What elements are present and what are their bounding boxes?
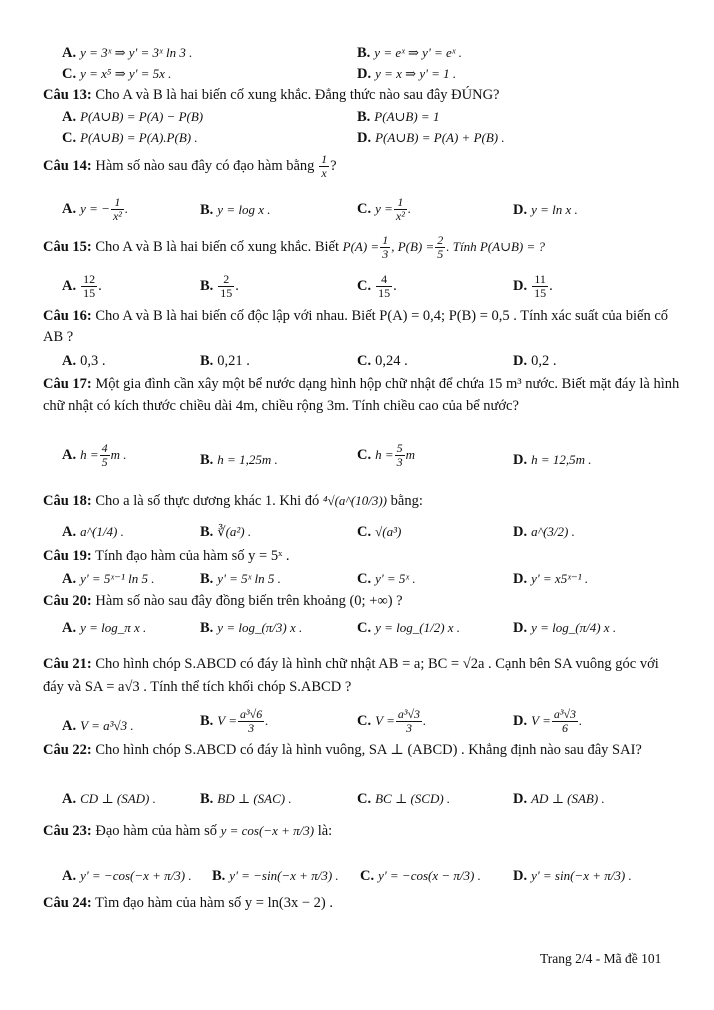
q15-option-d: D. $\frac{11}{15}$ . (513, 272, 553, 300)
question-19: Câu 19: Tính đạo hàm của hàm số y = 5ˣ . (43, 548, 290, 564)
question-15: Câu 15: Cho A và B là hai biến cố xung khắc. Biết P(A) = $\frac{1}{3}$ , P(B) = $\frac{2}{5}$ . Tính P(A∪B) = ? (43, 233, 546, 261)
q12-option-d: D. y = x ⇒ y' = 1 . (357, 66, 457, 82)
q19-option-b: B. y' = 5ˣ ln 5 . (200, 571, 281, 587)
q14-option-a: A. y = − $\frac{1}{\text{x²}}$ . (62, 195, 129, 223)
q19-option-d: D. y' = x5ˣ⁻¹ . (513, 571, 589, 587)
page-footer: Trang 2/4 - Mã đề 101 (540, 951, 662, 966)
q23-option-c: C. y' = −cos(x − π/3) . (360, 868, 481, 884)
q18-option-b: B. ∛(a²) . (200, 524, 252, 540)
question-14: Câu 14: Hàm số nào sau đây có đạo hàm bằng $\frac{1}{x}$ ? (43, 152, 337, 180)
q20-option-d: D. y = log_(π/4) x . (513, 620, 617, 636)
q14-option-c: C. y = $\frac{1}{\text{x²}}$ . (357, 195, 412, 223)
q18-option-a: A. a^(1/4) . (62, 524, 124, 540)
question-24: Câu 24: Tìm đạo hàm của hàm số y = ln(3x − 2) . (43, 895, 333, 911)
q19-option-a: A. y' = 5ˣ⁻¹ ln 5 . (62, 571, 155, 587)
q17-option-d: D. h = 12,5m . (513, 452, 592, 468)
q12-option-a: A. y = 3ˣ ⇒ y' = 3ˣ ln 3 . (62, 45, 193, 61)
q22-option-a: A. CD ⊥ (SAD) . (62, 791, 156, 807)
question-16: Câu 16: Cho A và B là hai biến cố độc lập với nhau. Biết P(A) = 0,4; P(B) = 0,5 . Tính xác suất của biến cố AB ? (43, 308, 669, 345)
q21-option-b: B. V = $\frac{\text{a³√6}}{3}$ . (200, 707, 269, 735)
q12-option-c: C. y = x⁵ ⇒ y' = 5x . (62, 66, 172, 82)
q20-option-b: B. y = log_(π/3) x . (200, 620, 303, 636)
q16-option-b: B. 0,21 . (200, 353, 250, 369)
q12-option-b: B. y = eˣ ⇒ y' = eˣ . (357, 45, 462, 61)
q19-option-c: C. y' = 5ˣ . (357, 571, 416, 587)
q15-option-a: A. $\frac{12}{15}$ . (62, 272, 102, 300)
q13-option-c: C. P(A∪B) = P(A).P(B) . (62, 130, 198, 146)
q16-option-a: A. 0,3 . (62, 353, 106, 369)
question-22: Câu 22: Cho hình chóp S.ABCD có đáy là hình vuông, SA ⊥ (ABCD) . Khẳng định nào sau đây SAI? (43, 742, 642, 758)
question-20: Câu 20: Hàm số nào sau đây đồng biến trên khoảng (0; +∞) ? (43, 593, 403, 609)
q21-option-a: A. V = a³√3 . (62, 718, 134, 734)
q23-option-a: A. y' = −cos(−x + π/3) . (62, 868, 192, 884)
q18-option-d: D. a^(3/2) . (513, 524, 575, 540)
q18-option-c: C. √(a³) (357, 524, 402, 540)
q22-option-c: C. BC ⊥ (SCD) . (357, 791, 451, 807)
q17-option-c: C. h = $\frac{5}{3}$ m (357, 441, 416, 469)
q16-option-d: D. 0,2 . (513, 353, 557, 369)
question-17: Câu 17: Một gia đình cần xây một bể nước dạng hình hộp chữ nhật để chứa 15 m³ nước. Biết mặt đáy là hình chữ nhật có kích thước chiều dài 4m, chiều rộng 3m. Tính chiều cao của bể nước? (43, 376, 680, 414)
question-18: Câu 18: Cho a là số thực dương khác 1. Khi đó ⁴√(a^(10/3)) bằng: (43, 493, 423, 509)
q14-fraction: $\frac{1}{x}$ (321, 152, 328, 180)
q13-option-d: D. P(A∪B) = P(A) + P(B) . (357, 130, 505, 146)
q14-option-d: D. y = ln x . (513, 202, 578, 218)
q17-option-b: B. h = 1,25m . (200, 452, 278, 468)
q22-option-b: B. BD ⊥ (SAC) . (200, 791, 292, 807)
q23-function-expression: y = cos(−x + π/3) (220, 823, 315, 838)
question-13: Câu 13: Cho A và B là hai biến cố xung khắc. Đẳng thức nào sau đây ĐÚNG? (43, 87, 500, 103)
q21-option-c: C. V = $\frac{\text{a³√3}}{3}$ . (357, 707, 427, 735)
q15-option-c: C. $\frac{4}{15}$ . (357, 272, 397, 300)
q13-option-a: A. P(A∪B) = P(A) − P(B) (62, 109, 204, 125)
q18-radical-expression: ⁴√(a^(10/3)) (322, 493, 388, 508)
q21-option-d: D. V = $\frac{\text{a³√3}}{6}$ . (513, 707, 583, 735)
q15-option-b: B. $\frac{2}{15}$ . (200, 272, 239, 300)
q14-option-b: B. y = log x . (200, 202, 271, 218)
q13-option-b: B. P(A∪B) = 1 (357, 109, 440, 125)
question-23: Câu 23: Đạo hàm của hàm số y = cos(−x + π/3) là: (43, 823, 333, 839)
q20-option-c: C. y = log_(1/2) x . (357, 620, 461, 636)
question-21: Câu 21: Cho hình chóp S.ABCD có đáy là hình chữ nhật AB = a; BC = √2a . Cạnh bên SA vuông góc với đáy và SA = a√3 . Tính thể tích khối chóp S.ABCD ? (43, 656, 659, 695)
q23-option-b: B. y' = −sin(−x + π/3) . (212, 868, 339, 884)
q23-option-d: D. y' = sin(−x + π/3) . (513, 868, 632, 884)
q22-option-d: D. AD ⊥ (SAB) . (513, 791, 605, 807)
q20-option-a: A. y = log_π x . (62, 620, 147, 636)
q17-option-a: A. h = $\frac{4}{5}$ m . (62, 441, 127, 469)
q16-option-c: C. 0,24 . (357, 353, 408, 369)
